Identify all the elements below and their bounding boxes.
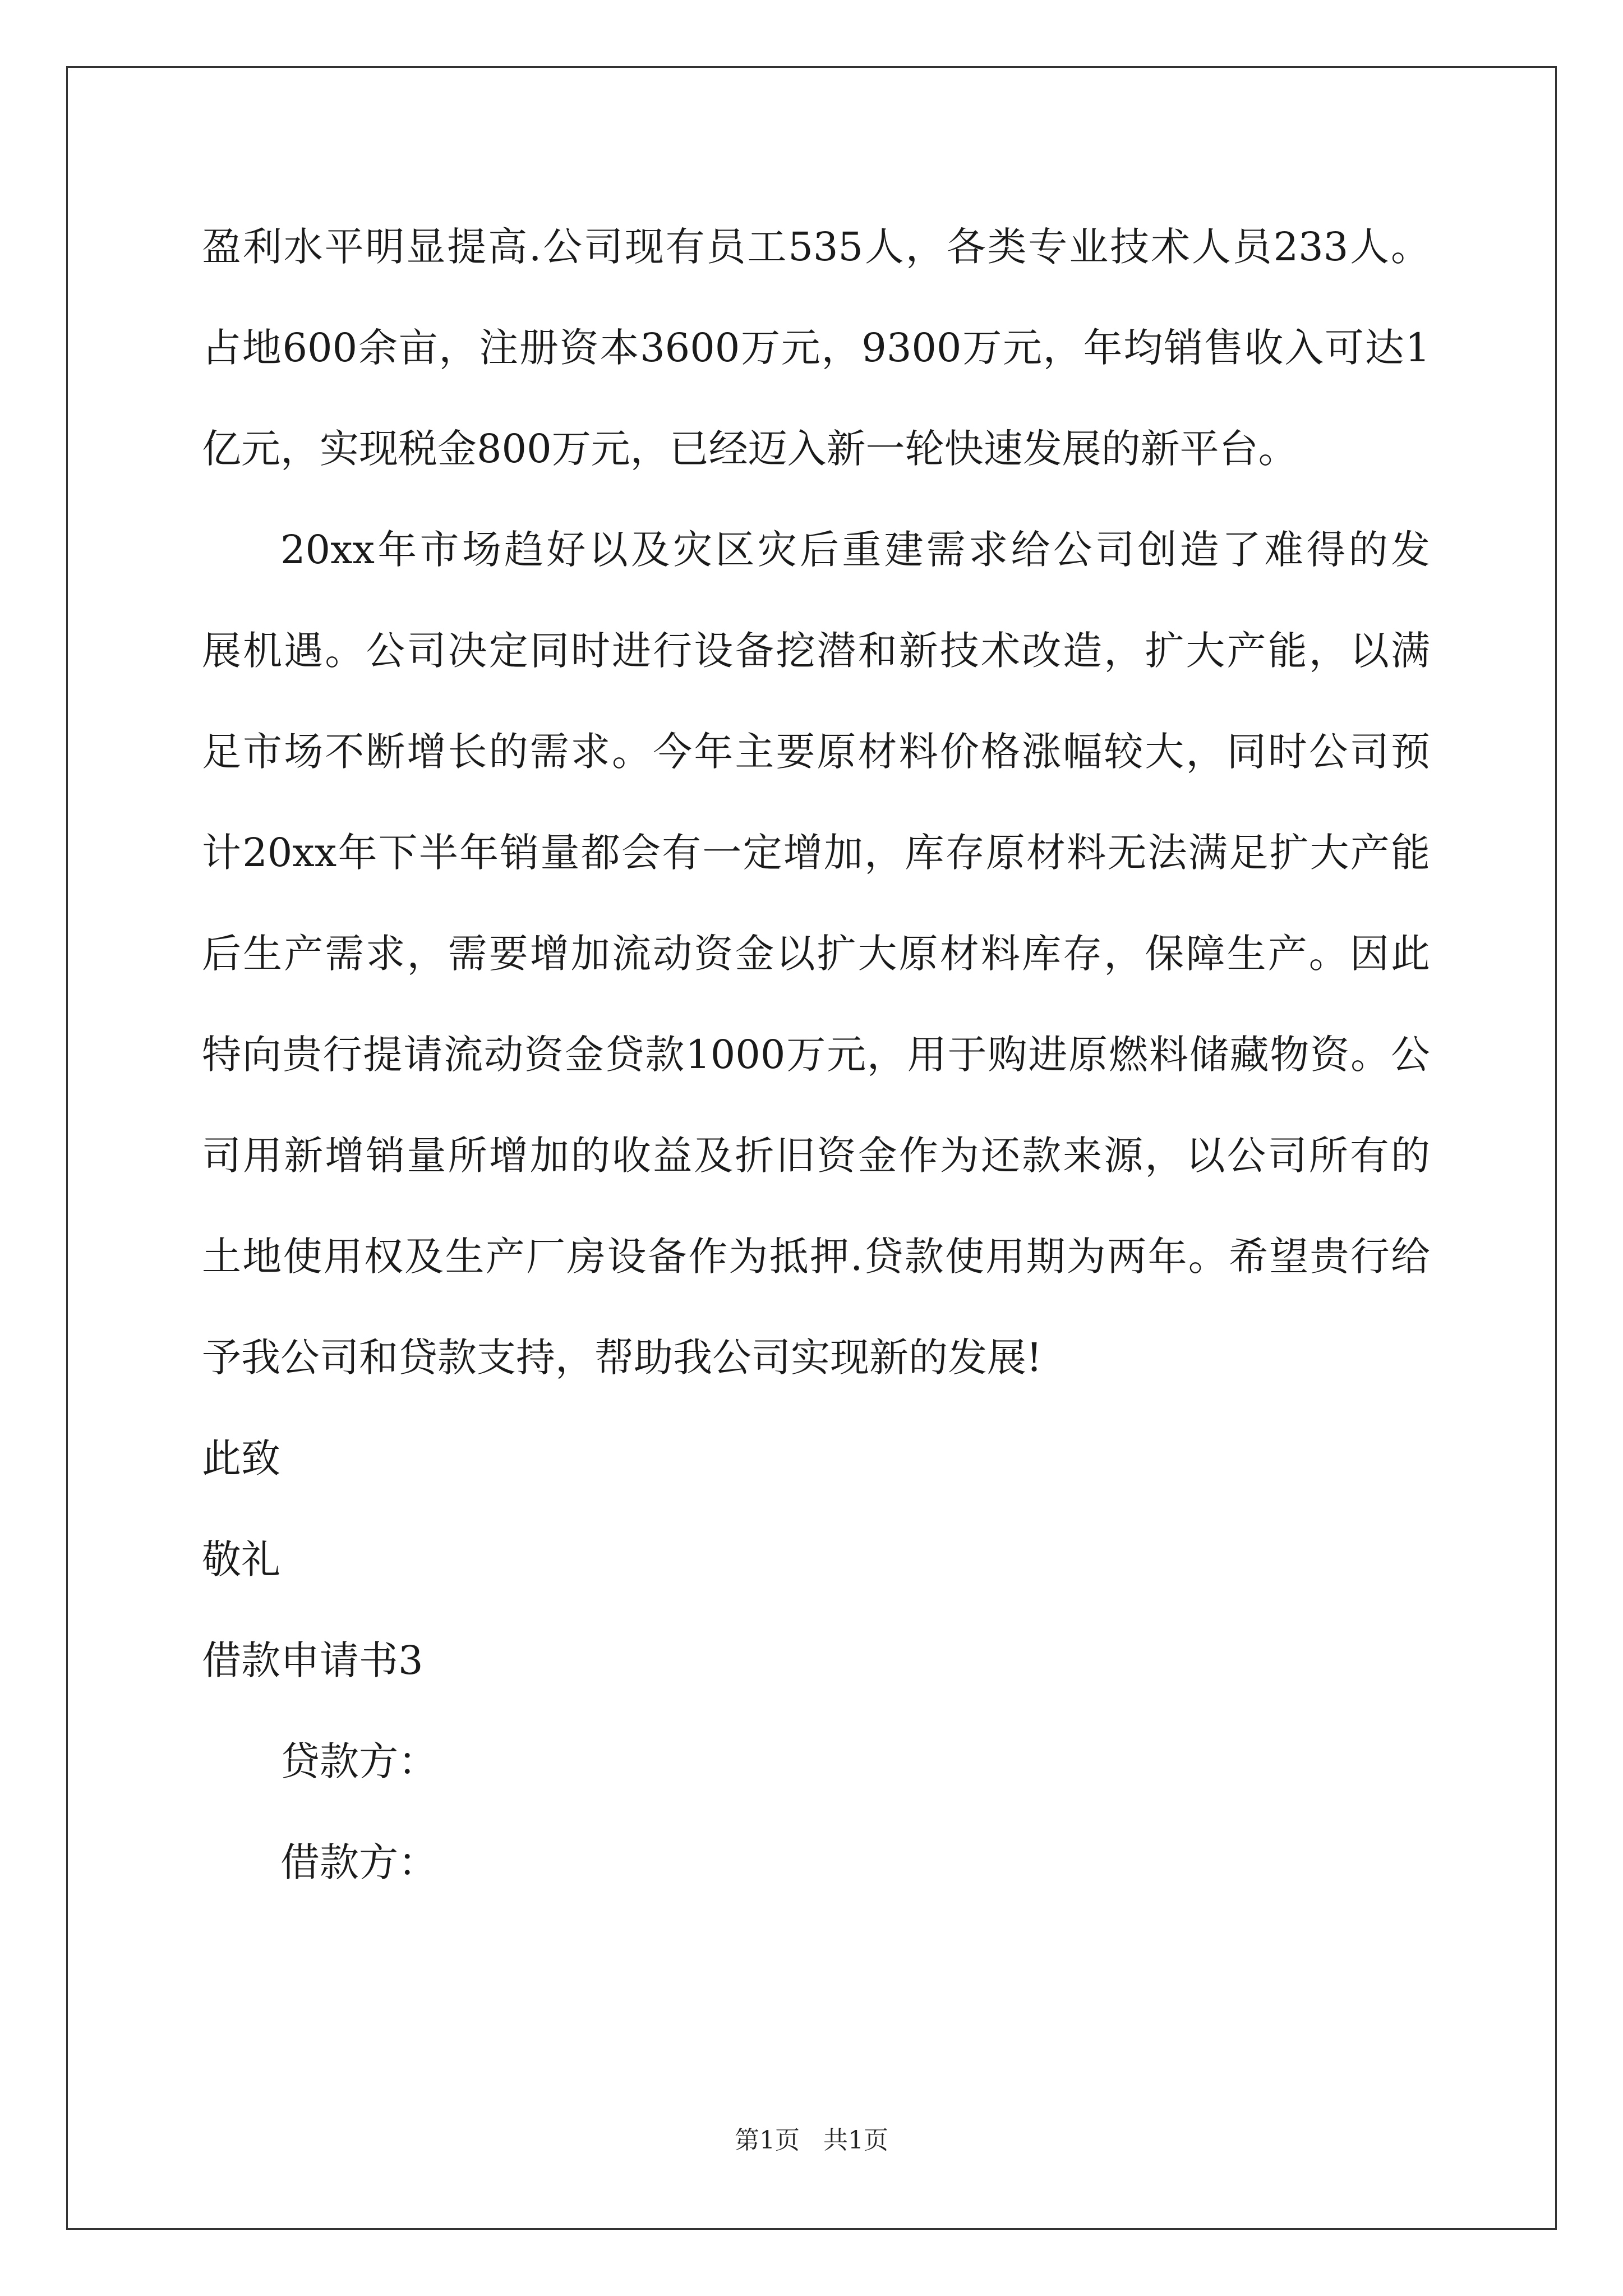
regards: 敬礼 bbox=[202, 1536, 280, 1582]
paragraph-line: 后生产需求，需要增加流动资金以扩大原材料库存，保障生产。因此 bbox=[202, 931, 1430, 977]
paragraph-line: 盈利水平明显提高.公司现有员工535人，各类专业技术人员233人。 bbox=[202, 224, 1430, 270]
paragraph-line: 占地600余亩，注册资本3600万元，9300万元，年均销售收入可达1 bbox=[202, 325, 1430, 371]
section-title: 借款申请书3 bbox=[202, 1637, 423, 1683]
lender-label: 贷款方： bbox=[280, 1738, 437, 1784]
paragraph-line: 予我公司和贷款支持，帮助我公司实现新的发展! bbox=[202, 1335, 1043, 1381]
page-footer: 第1页 共1页 bbox=[735, 2126, 888, 2155]
borrower-label: 借款方： bbox=[280, 1839, 437, 1885]
paragraph-line: 展机遇。公司决定同时进行设备挖潜和新技术改造，扩大产能，以满 bbox=[202, 628, 1430, 674]
paragraph-line: 20xx年市场趋好以及灾区灾后重建需求给公司创造了难得的发 bbox=[280, 527, 1430, 573]
paragraph-line: 计20xx年下半年销量都会有一定增加，库存原材料无法满足扩大产能 bbox=[202, 830, 1430, 876]
paragraph-line: 司用新增销量所增加的收益及折旧资金作为还款来源，以公司所有的 bbox=[202, 1133, 1430, 1179]
paragraph-line: 特向贵行提请流动资金贷款1000万元，用于购进原燃料储藏物资。公 bbox=[202, 1032, 1430, 1078]
paragraph-line: 土地使用权及生产厂房设备作为抵押.贷款使用期为两年。希望贵行给 bbox=[202, 1234, 1430, 1280]
paragraph-line: 足市场不断增长的需求。今年主要原材料价格涨幅较大，同时公司预 bbox=[202, 729, 1430, 775]
paragraph-line: 亿元，实现税金800万元，已经迈入新一轮快速发展的新平台。 bbox=[202, 426, 1298, 472]
salutation: 此致 bbox=[202, 1435, 280, 1481]
